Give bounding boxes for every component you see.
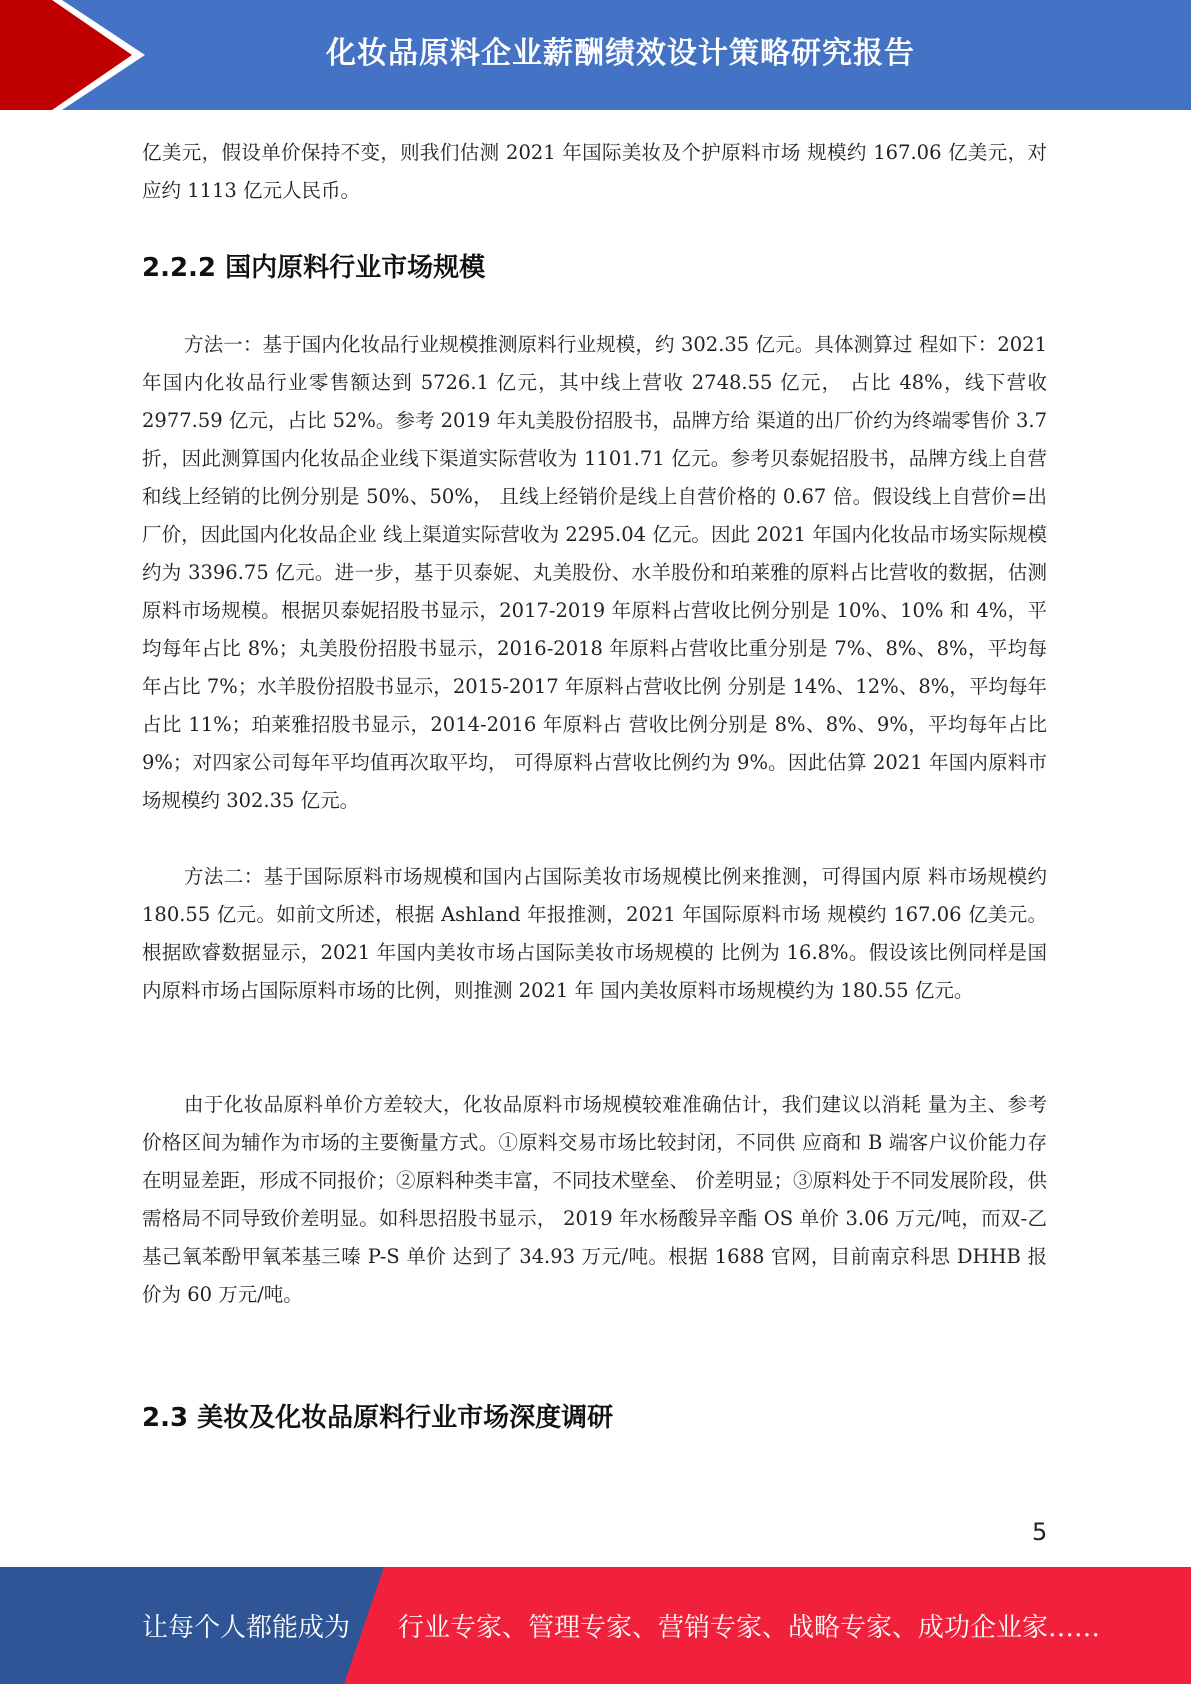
paragraph-pricing: 由于化妆品原料单价方差较大，化妆品原料市场规模较难准确估计，我们建议以消耗 量为主、参考价格区间为辅作为市场的主要衡量方式。①原料交易市场比较封闭，不同供 应商和 B 端客户议价能力存在明显差距，形成不同报价；②原料种类丰富，不同技术壁垒、 价差明显；③原料处于不同发展阶段，供需格局不同导致价差明显。如科思招股书显示， 2019 年水杨酸异辛酯 OS 单价 3.06 万元/吨，而双-乙基己氧苯酚甲氧苯基三嗪 P-S 单价 达到了 34.93 万元/吨。根据 1688 官网，目前南京科思 DHHB 报价为 60 万元/吨。 [142,1093,1047,1306]
section-heading-2-3: 2.3 美妆及化妆品原料行业市场深度调研 [142,1403,614,1433]
report-title: 化妆品原料企业薪酬绩效设计策略研究报告 [326,36,915,71]
paragraph-intro: 亿美元，假设单价保持不变，则我们估测 2021 年国际美妆及个护原料市场 规模约 167.06 亿美元，对应约 1113 亿元人民币。 [142,141,1047,202]
paragraph-method-two: 方法二：基于国际原料市场规模和国内占国际美妆市场规模比例来推测，可得国内原 料市场规模约 180.55 亿元。如前文所述，根据 Ashland 年报推测，2021 年国际原料市场 规模约 167.06 亿美元。根据欧睿数据显示，2021 年国内美妆市场占国际美妆市场规模的 比例为 16.8%。假设该比例同样是国内原料市场占国际原料市场的比例，则推测 2021 年 国内美妆原料市场规模约为 180.55 亿元。 [142,865,1047,1002]
footer-slogan-right: 行业专家、管理专家、营销专家、战略专家、成功企业家…… [398,1613,1101,1643]
footer-slogan-left: 让每个人都能成为 [142,1613,351,1643]
paragraph-method-one: 方法一：基于国内化妆品行业规模推测原料行业规模，约 302.35 亿元。具体测算过 程如下：2021 年国内化妆品行业零售额达到 5726.1 亿元，其中线上营收 2748.55 亿元， 占比 48%，线下营收 2977.59 亿元，占比 52%。参考 2019 年丸美股份招股书，品牌方给 渠道的出厂价约为终端零售价 3.7 折，因此测算国内化妆品企业线下渠道实际营收为 1101.71 亿元。参考贝泰妮招股书，品牌方线上自营和线上经销的比例分别是 50%、50%， 且线上经销价是线上自营价格的 0.67 倍。假设线上自营价=出厂价，因此国内化妆品企业 线上渠道实际营收为 2295.04 亿元。因此 2021 年国内化妆品市场实际规模约为 3396.75 亿元。进一步，基于贝泰妮、丸美股份、水羊股份和珀莱雅的原料占比营收的数据，估测 原料市场规模。根据贝泰妮招股书显示，2017-2019 年原料占营收比例分别是 10%、10% 和 4%，平均每年占比 8%；丸美股份招股书显示，2016-2018 年原料占营收比重分别是 7%、8%、8%，平均每年占比 7%；水羊股份招股书显示，2015-2017 年原料占营收比例 分别是 14%、12%、8%，平均每年占比 11%；珀莱雅招股书显示，2014-2016 年原料占 营收比例分别是 8%、8%、9%，平均每年占比 9%；对四家公司每年平均值再次取平均， 可得原料占营收比例约为 9%。因此估算 2021 年国内原料市场规模约 302.35 亿元。 [142,333,1047,812]
header-banner [0,0,1191,110]
page-number: 5 [1032,1518,1048,1546]
header-arrow-decoration [0,0,160,110]
footer-banner [0,1567,1191,1684]
section-heading-2-2-2: 2.2.2 国内原料行业市场规模 [142,253,486,283]
